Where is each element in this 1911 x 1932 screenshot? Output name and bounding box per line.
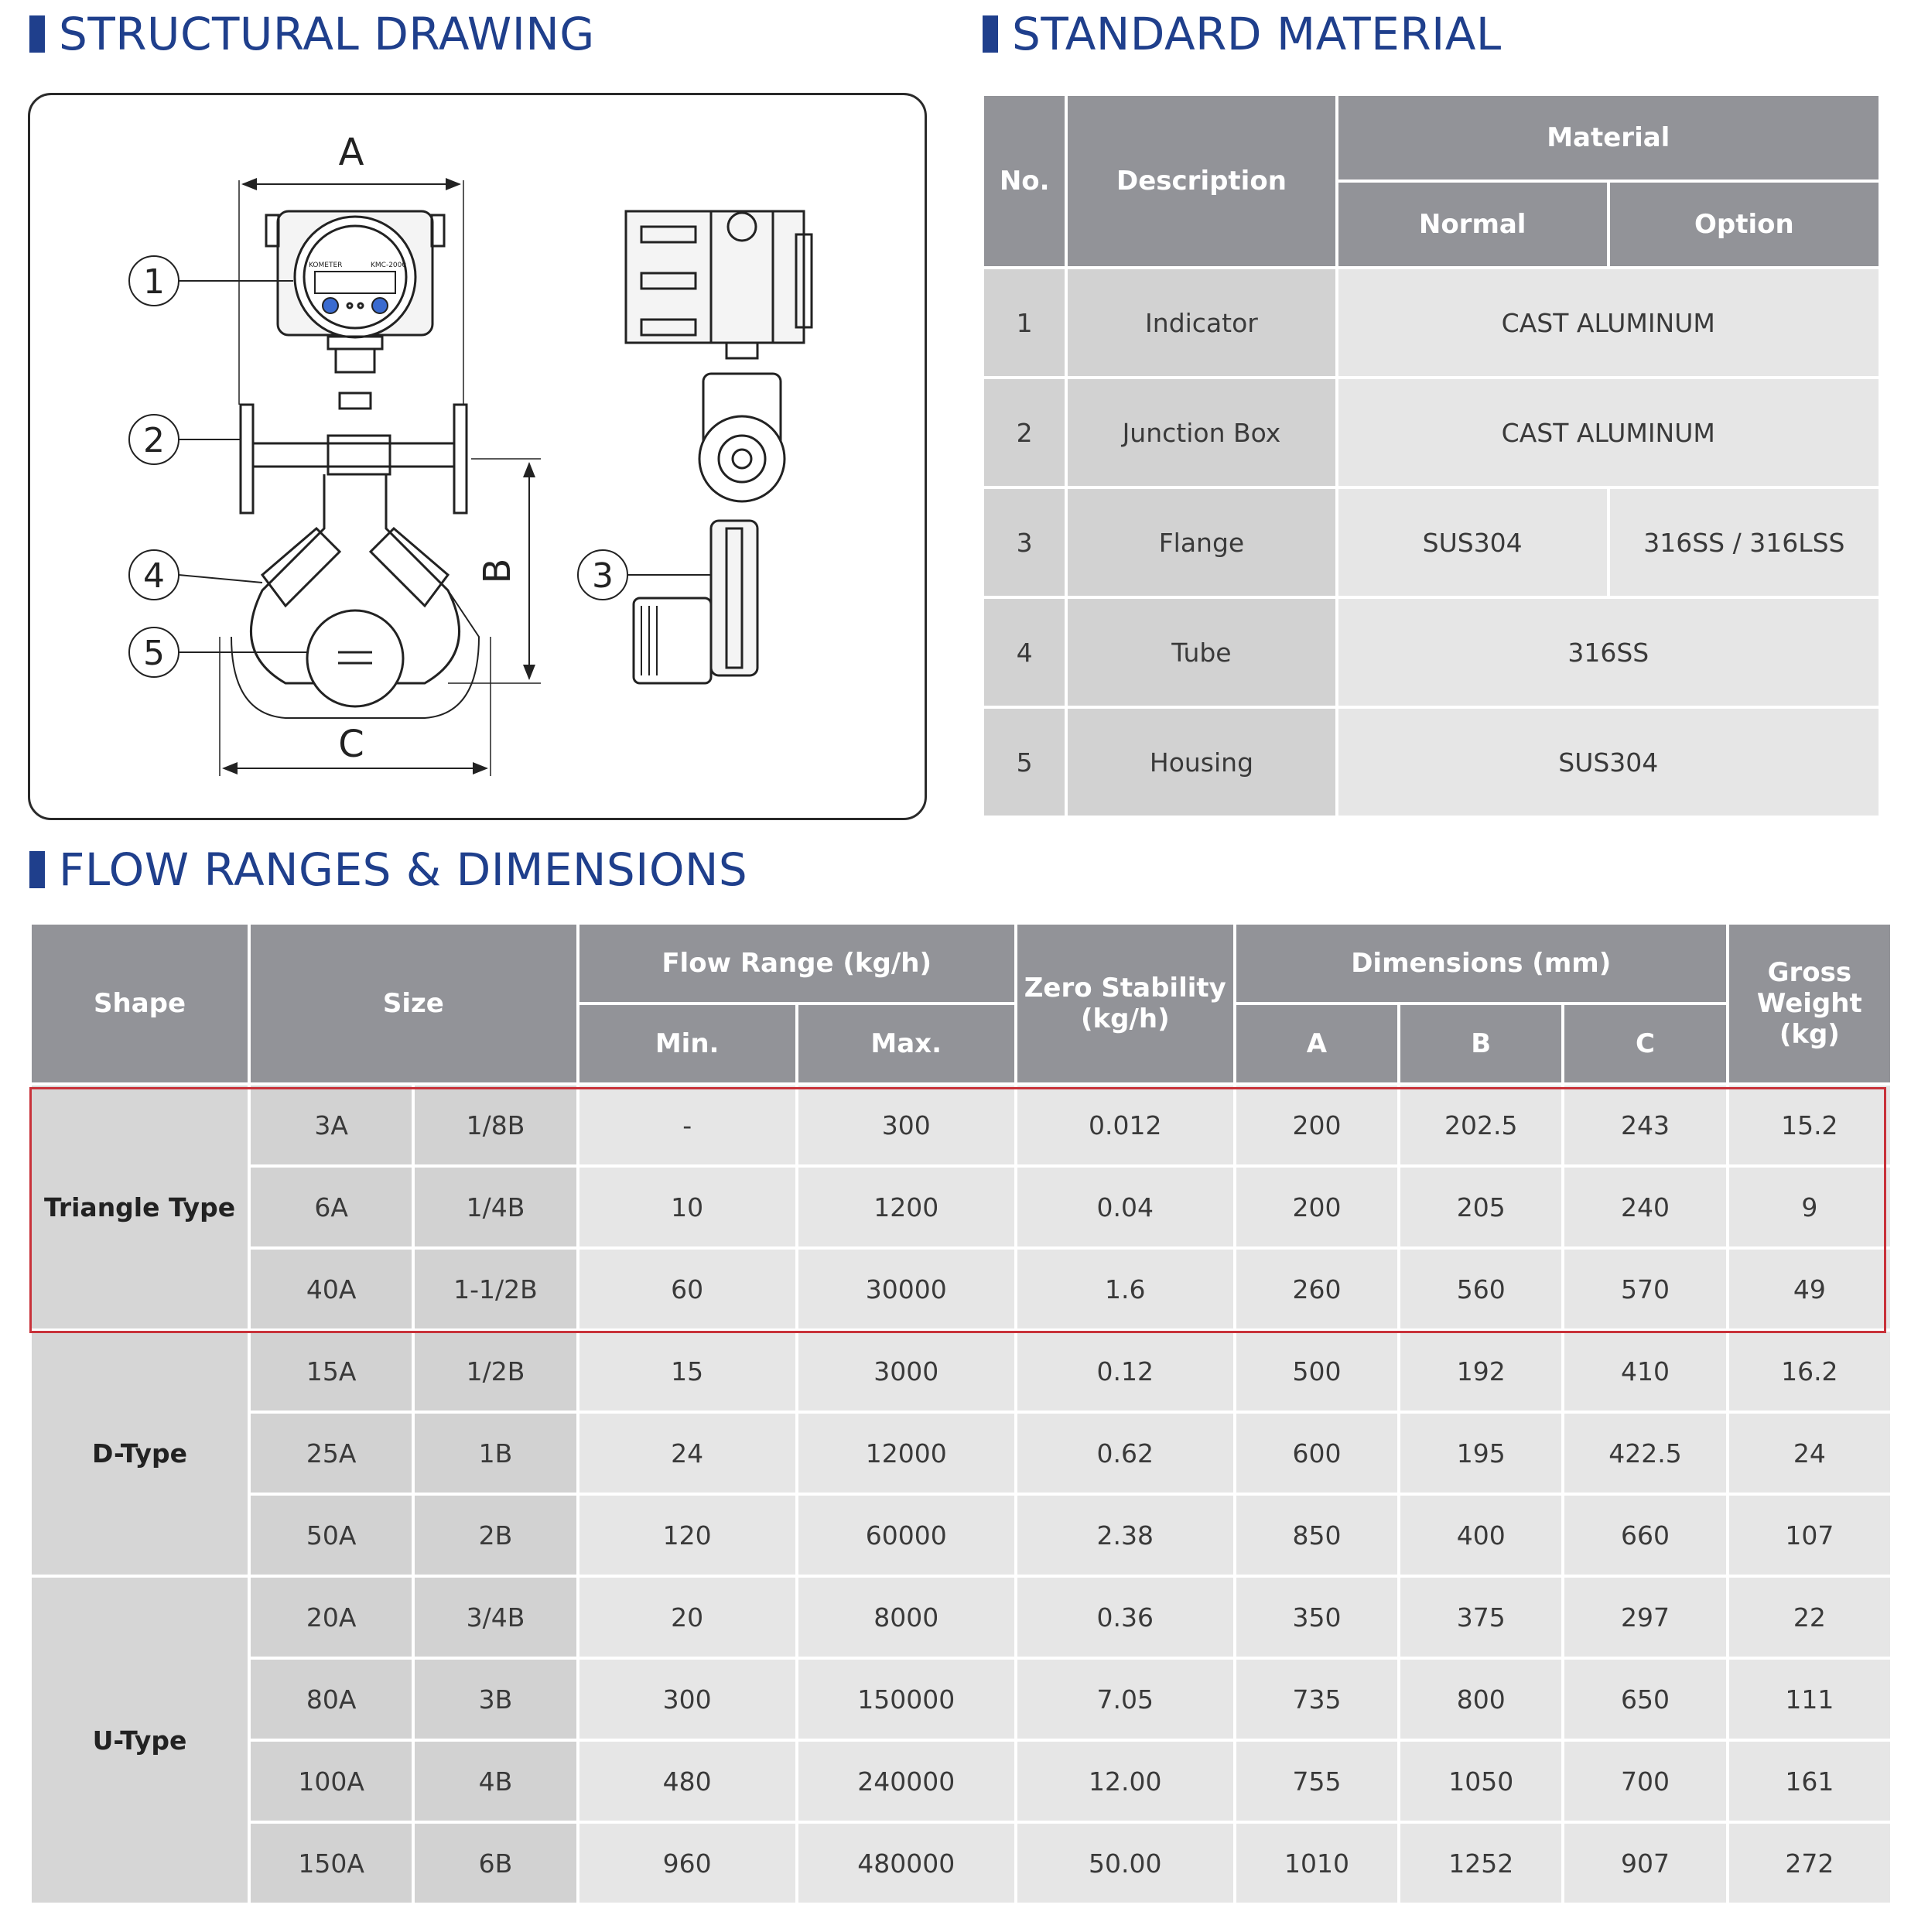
standard-material-title-text: STANDARD MATERIAL [1012,8,1502,60]
cell-weight: 15.2 [1729,1086,1890,1164]
row-description: Flange [1068,489,1335,596]
cell-min: 10 [579,1168,795,1246]
cell-zero: 0.36 [1017,1578,1233,1657]
table-row [32,1332,1890,1411]
row-option: 316SS / 316LSS [1610,489,1879,596]
dim-a-label: A [338,131,364,174]
table-row [984,489,1879,596]
cell-a: 850 [1236,1496,1397,1575]
table-row [32,1414,1890,1493]
header-min: Min. [579,1005,795,1082]
cell-zero: 0.04 [1017,1168,1233,1246]
cell-size-b: 2B [415,1496,576,1575]
row-description: Junction Box [1068,379,1335,486]
cell-max: 3000 [798,1332,1014,1411]
cell-max: 60000 [798,1496,1014,1575]
cell-size-b: 3B [415,1660,576,1739]
cell-weight: 161 [1729,1742,1890,1821]
cell-min: 960 [579,1824,795,1903]
cell-size-a: 15A [251,1332,412,1411]
cell-max: 480000 [798,1824,1014,1903]
row-no: 3 [984,489,1065,596]
row-description: Tube [1068,599,1335,706]
cell-weight: 22 [1729,1578,1890,1657]
cell-weight: 16.2 [1729,1332,1890,1411]
cell-b: 1252 [1400,1824,1561,1903]
side-view [626,211,812,683]
cell-c: 243 [1564,1086,1725,1164]
header-gross-line1: Gross [1767,957,1852,988]
cell-zero: 0.12 [1017,1332,1233,1411]
flow-ranges-table [29,922,1893,1906]
header-size: Size [251,925,576,1082]
cell-zero: 7.05 [1017,1660,1233,1739]
cell-size-b: 1-1/2B [415,1250,576,1328]
cell-a: 500 [1236,1332,1397,1411]
cell-min: - [579,1086,795,1164]
cell-weight: 9 [1729,1168,1890,1246]
cell-size-a: 150A [251,1824,412,1903]
cell-max: 240000 [798,1742,1014,1821]
cell-size-b: 6B [415,1824,576,1903]
cell-a: 200 [1236,1086,1397,1164]
table-row [984,269,1879,376]
cell-c: 240 [1564,1168,1725,1246]
header-shape: Shape [32,925,248,1082]
cell-b: 192 [1400,1332,1561,1411]
header-gross-line2: Weight [1756,988,1862,1019]
cell-size-b: 1/4B [415,1168,576,1246]
row-material: CAST ALUMINUM [1338,379,1879,486]
structural-drawing-panel [28,93,927,820]
cell-a: 1010 [1236,1824,1397,1903]
cell-b: 202.5 [1400,1086,1561,1164]
cell-size-b: 3/4B [415,1578,576,1657]
row-normal: SUS304 [1338,489,1607,596]
standard-material-title [983,8,1502,60]
cell-a: 600 [1236,1414,1397,1493]
table-row [984,599,1879,706]
cell-c: 410 [1564,1332,1725,1411]
cell-size-a: 100A [251,1742,412,1821]
cell-b: 375 [1400,1578,1561,1657]
table-row [32,1496,1890,1575]
header-zero-stability [1017,925,1233,1082]
cell-size-a: 20A [251,1578,412,1657]
cell-c: 297 [1564,1578,1725,1657]
header-max: Max. [798,1005,1014,1082]
header-dimensions: Dimensions (mm) [1236,925,1726,1002]
callout-3: 3 [592,556,614,596]
material-header-row [984,96,1879,180]
cell-zero: 2.38 [1017,1496,1233,1575]
cell-max: 30000 [798,1250,1014,1328]
cell-zero: 0.62 [1017,1414,1233,1493]
flowmeter-drawing [30,95,929,822]
cell-weight: 111 [1729,1660,1890,1739]
table-row [32,1250,1890,1328]
cell-a: 735 [1236,1660,1397,1739]
cell-weight: 107 [1729,1496,1890,1575]
cell-a: 350 [1236,1578,1397,1657]
title-marker [29,15,45,53]
cell-c: 422.5 [1564,1414,1725,1493]
header-material: Material [1338,96,1879,180]
title-marker [983,15,998,53]
table-row [32,1086,1890,1164]
cell-c: 907 [1564,1824,1725,1903]
header-gross-line3: (kg) [1779,1019,1840,1050]
cell-min: 480 [579,1742,795,1821]
front-view [220,131,541,776]
row-no: 1 [984,269,1065,376]
row-no: 5 [984,709,1065,816]
header-b: B [1400,1005,1561,1082]
cell-zero: 1.6 [1017,1250,1233,1328]
cell-b: 560 [1400,1250,1561,1328]
cell-b: 205 [1400,1168,1561,1246]
cell-size-b: 4B [415,1742,576,1821]
table-row [32,1742,1890,1821]
cell-size-a: 25A [251,1414,412,1493]
dim-b-label: B [476,558,519,584]
header-flow-range: Flow Range (kg/h) [579,925,1014,1002]
shape-triangle-type: Triangle Type [32,1086,248,1328]
callout-5: 5 [143,634,165,673]
cell-a: 260 [1236,1250,1397,1328]
row-material: SUS304 [1338,709,1879,816]
cell-weight: 24 [1729,1414,1890,1493]
header-c: C [1564,1005,1725,1082]
row-no: 4 [984,599,1065,706]
header-zero-stability-line1: Zero Stability [1024,973,1226,1004]
cell-size-a: 6A [251,1168,412,1246]
callout-2: 2 [143,421,165,460]
header-description: Description [1068,96,1335,266]
cell-b: 1050 [1400,1742,1561,1821]
table-row [984,379,1879,486]
cell-min: 120 [579,1496,795,1575]
header-zero-stability-line2: (kg/h) [1080,1004,1170,1034]
cell-min: 300 [579,1660,795,1739]
cell-c: 660 [1564,1496,1725,1575]
structural-drawing-title [29,8,595,60]
row-no: 2 [984,379,1065,486]
cell-max: 300 [798,1086,1014,1164]
cell-size-a: 3A [251,1086,412,1164]
callout-1: 1 [143,262,165,302]
cell-max: 150000 [798,1660,1014,1739]
cell-zero: 12.00 [1017,1742,1233,1821]
dim-c-label: C [338,723,364,766]
row-material: 316SS [1338,599,1879,706]
table-row [984,709,1879,816]
cell-size-b: 1/8B [415,1086,576,1164]
structural-drawing-title-text: STRUCTURAL DRAWING [59,8,595,60]
flow-header-row [32,925,1890,1002]
row-material: CAST ALUMINUM [1338,269,1879,376]
cell-min: 60 [579,1250,795,1328]
row-description: Housing [1068,709,1335,816]
table-row [32,1660,1890,1739]
cell-size-a: 50A [251,1496,412,1575]
table-row [32,1824,1890,1903]
meter-model-text: KMC-2000 [371,262,407,269]
cell-weight: 272 [1729,1824,1890,1903]
header-normal: Normal [1338,183,1607,266]
cell-size-b: 1/2B [415,1332,576,1411]
title-marker [29,851,45,888]
cell-max: 1200 [798,1168,1014,1246]
cell-size-b: 1B [415,1414,576,1493]
cell-weight: 49 [1729,1250,1890,1328]
cell-c: 570 [1564,1250,1725,1328]
cell-max: 12000 [798,1414,1014,1493]
standard-material-table [981,93,1882,819]
header-a: A [1236,1005,1397,1082]
cell-zero: 50.00 [1017,1824,1233,1903]
cell-b: 800 [1400,1660,1561,1739]
cell-a: 200 [1236,1168,1397,1246]
cell-b: 400 [1400,1496,1561,1575]
table-row [32,1578,1890,1657]
cell-c: 650 [1564,1660,1725,1739]
callout-4: 4 [143,556,165,596]
shape-d-type: D-Type [32,1332,248,1575]
cell-a: 755 [1236,1742,1397,1821]
cell-c: 700 [1564,1742,1725,1821]
cell-min: 15 [579,1332,795,1411]
meter-brand-text: KOMETER [309,262,343,269]
cell-size-a: 40A [251,1250,412,1328]
flow-ranges-title-text: FLOW RANGES & DIMENSIONS [59,843,748,896]
row-description: Indicator [1068,269,1335,376]
cell-min: 24 [579,1414,795,1493]
header-option: Option [1610,183,1879,266]
flow-ranges-title [29,843,747,896]
cell-zero: 0.012 [1017,1086,1233,1164]
cell-b: 195 [1400,1414,1561,1493]
shape-u-type: U-Type [32,1578,248,1903]
table-row [32,1168,1890,1246]
cell-max: 8000 [798,1578,1014,1657]
header-gross-weight [1729,925,1890,1082]
header-no: No. [984,96,1065,266]
cell-min: 20 [579,1578,795,1657]
cell-size-a: 80A [251,1660,412,1739]
